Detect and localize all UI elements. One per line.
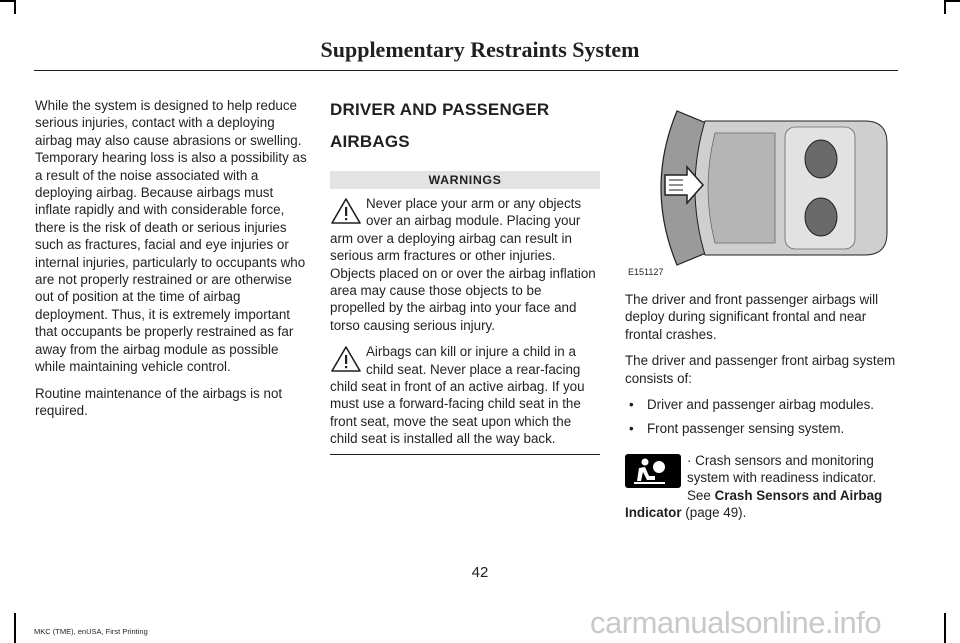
crop-mark — [0, 0, 14, 2]
warnings-header: WARNINGS — [330, 171, 600, 189]
indicator-note — [625, 452, 897, 522]
crop-mark — [944, 0, 946, 14]
warning-text: Never place your arm or any objects over an airbag module. Placing your arm over a deploying airbag can result in serious arm fractures or other injuries. Objects placed on or over the airbag inflation area may cause those objects to be propelled by the airbag into your face and torso causing serious injury. — [330, 196, 596, 333]
watermark: carmanualsonline.info — [590, 605, 882, 640]
paragraph: While the system is designed to help reduce serious injuries, contact with a deploying airbag may also cause abrasions or swelling. Temporary hearing loss is also a possibility as a result of the noise associated with a deploying airbag. Because airbags must inflate rapidly and with considerable force, there is the risk of death or serious injuries such as fractures, facial and eye injuries or internal injuries, particularly to occupants who are not properly restrained or are otherwise out of position at the time of airbag deployment. Thus, it is extremely important that occupants be properly restrained as far away from the airbag module as possible while maintaining vehicle control. — [35, 98, 307, 375]
warning-end-rule — [330, 454, 600, 455]
bullet-marker: • — [629, 397, 634, 413]
section-heading-line1: DRIVER AND PASSENGER — [330, 100, 550, 119]
crop-mark — [14, 613, 16, 643]
indicator-text: · Crash sensors and monitoring system with readiness indicator. See — [687, 452, 877, 503]
car-airbag-illustration — [625, 103, 897, 273]
warning-block — [330, 343, 600, 447]
column-middle — [330, 97, 600, 455]
column-right — [625, 97, 897, 521]
paragraph: The driver and passenger front airbag system consists of: — [625, 353, 896, 386]
paragraph: Routine maintenance of the airbags is not required. — [35, 385, 283, 418]
page-reference: (page 49). — [685, 505, 747, 521]
print-info: MKC (TME), enUSA, First Printing — [34, 627, 148, 636]
crop-mark — [14, 0, 16, 14]
cross-reference-link[interactable]: Crash Sensors and Airbag Indicator — [625, 487, 883, 521]
airbag-indicator-icon — [625, 454, 681, 488]
bullet-marker: • — [629, 421, 634, 437]
warning-block — [330, 195, 600, 334]
list-item — [625, 396, 897, 413]
page-title: Supplementary Restraints System — [320, 37, 640, 62]
warning-text: Airbags can kill or injure a child in a child seat. Never place a rear-facing child seat in front of an active airbag. If you must use a forward-facing child seat in the front seat, move the seat upon which the child seat is installed all the way back. — [330, 344, 585, 447]
list-item — [625, 420, 897, 437]
paragraph: The driver and front passenger airbags will deploy during significant frontal and near frontal crashes. — [625, 292, 879, 342]
warning-triangle-icon — [330, 345, 362, 373]
section-heading — [330, 97, 600, 154]
airbag-deployment-figure — [625, 103, 897, 279]
list-item-text: Driver and passenger airbag modules. — [647, 397, 875, 413]
column-left — [35, 97, 307, 428]
page-number: 42 — [471, 564, 489, 581]
section-heading-line2: AIRBAGS — [330, 132, 410, 151]
list-item-text: Front passenger sensing system. — [647, 421, 845, 437]
figure-code: E151127 — [628, 266, 664, 277]
crop-mark — [944, 613, 946, 643]
header-rule — [34, 70, 898, 71]
crop-mark — [946, 0, 960, 2]
warning-triangle-icon — [330, 197, 362, 225]
